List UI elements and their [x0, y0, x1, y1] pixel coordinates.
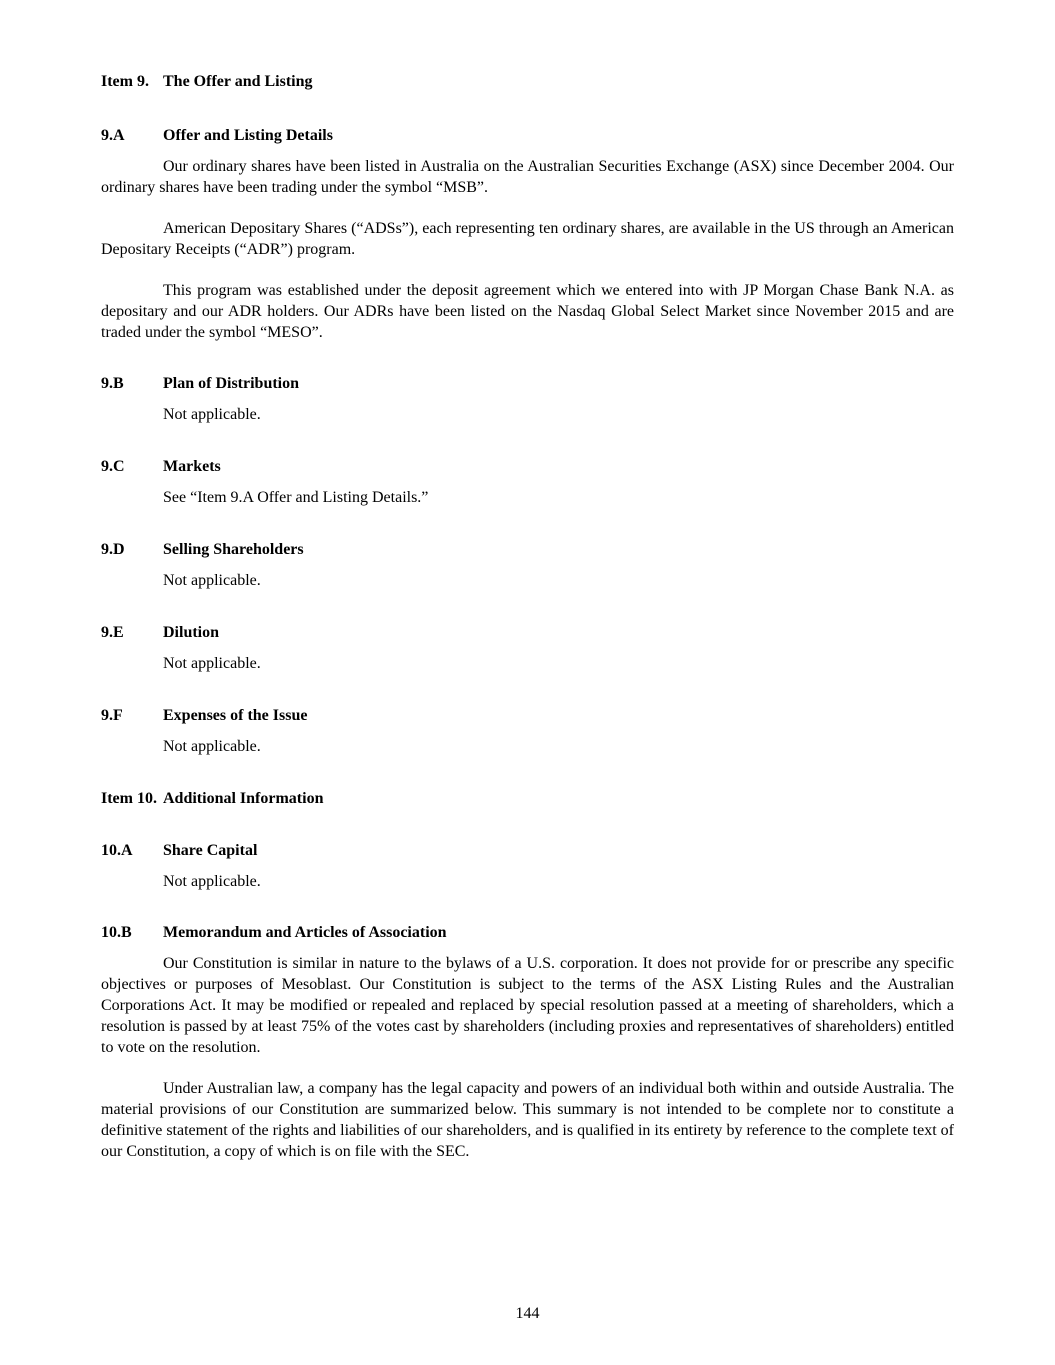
section-title: Memorandum and Articles of Association — [163, 924, 447, 941]
section-number: 9.C — [101, 458, 125, 475]
paragraph: This program was established under the deposit agreement which we entered into with JP Morgan Chase Bank N.A. as depositary and our ADR holders. Our ADRs have been listed on the Nasdaq Global Select Market since November 2015 and are traded under the symbol “MESO”. — [101, 282, 954, 341]
section-body: Not applicable. — [163, 572, 261, 589]
section-body: Not applicable. — [163, 406, 261, 423]
section-number: 9.F — [101, 707, 123, 724]
section-title: Share Capital — [163, 842, 258, 859]
document-page — [101, 71, 954, 1162]
section-body: Not applicable. — [163, 655, 261, 672]
section-9d-heading — [101, 539, 954, 560]
section-9f-heading — [101, 705, 954, 726]
paragraph: Under Australian law, a company has the legal capacity and powers of an individual both within and outside Australia. The material provisions of our Constitution are summarized below. This summary is not intended to be complete nor to constitute a definitive statement of the rights and liabilities of our shareholders, and is qualified in its entirety by reference to the complete text of our Constitution, a copy of which is on file with the SEC. — [101, 1080, 954, 1160]
item-number: Item 9. — [101, 73, 149, 90]
section-9c-heading — [101, 456, 954, 477]
page-number: 144 — [515, 1305, 540, 1322]
section-body: Not applicable. — [163, 873, 261, 890]
section-number: 9.B — [101, 375, 124, 392]
item-10-heading — [101, 788, 954, 809]
section-number: 10.A — [101, 842, 133, 859]
section-number: 9.A — [101, 127, 125, 144]
section-title: Plan of Distribution — [163, 375, 300, 392]
section-title: Markets — [163, 458, 221, 475]
section-title: Dilution — [163, 624, 220, 641]
section-9b-heading — [101, 373, 954, 394]
section-number: 9.D — [101, 541, 125, 558]
item-title: Additional Information — [163, 790, 324, 807]
item-title: The Offer and Listing — [163, 73, 313, 90]
item-number: Item 10. — [101, 790, 157, 807]
section-body: Not applicable. — [163, 738, 261, 755]
section-10a-heading — [101, 840, 954, 861]
section-title: Offer and Listing Details — [163, 127, 333, 144]
section-body: See “Item 9.A Offer and Listing Details.” — [163, 489, 429, 506]
paragraph: American Depositary Shares (“ADSs”), each representing ten ordinary shares, are available in the US through an American Depositary Receipts (“ADR”) program. — [101, 220, 954, 258]
section-number: 10.B — [101, 924, 132, 941]
paragraph: Our ordinary shares have been listed in Australia on the Australian Securities Exchange (ASX) since December 2004. Our ordinary shares have been trading under the symbol “MSB”. — [101, 158, 954, 196]
section-10b-heading — [101, 922, 954, 943]
paragraph: Our Constitution is similar in nature to the bylaws of a U.S. corporation. It does not provide for or prescribe any specific objectives or purposes of Mesoblast. Our Constitution is subject to the terms of the ASX Listing Rules and the Australian Corporations Act. It may be modified or repealed and replaced by special resolution passed at a meeting of shareholders, which a resolution is passed by at least 75% of the votes cast by shareholders (including proxies and representatives of shareholders) entitled to vote on the resolution. — [101, 955, 954, 1056]
section-9a-heading — [101, 125, 954, 146]
item-9-heading — [101, 71, 954, 92]
section-9e-heading — [101, 622, 954, 643]
section-number: 9.E — [101, 624, 124, 641]
section-title: Selling Shareholders — [163, 541, 304, 558]
section-title: Expenses of the Issue — [163, 707, 308, 724]
